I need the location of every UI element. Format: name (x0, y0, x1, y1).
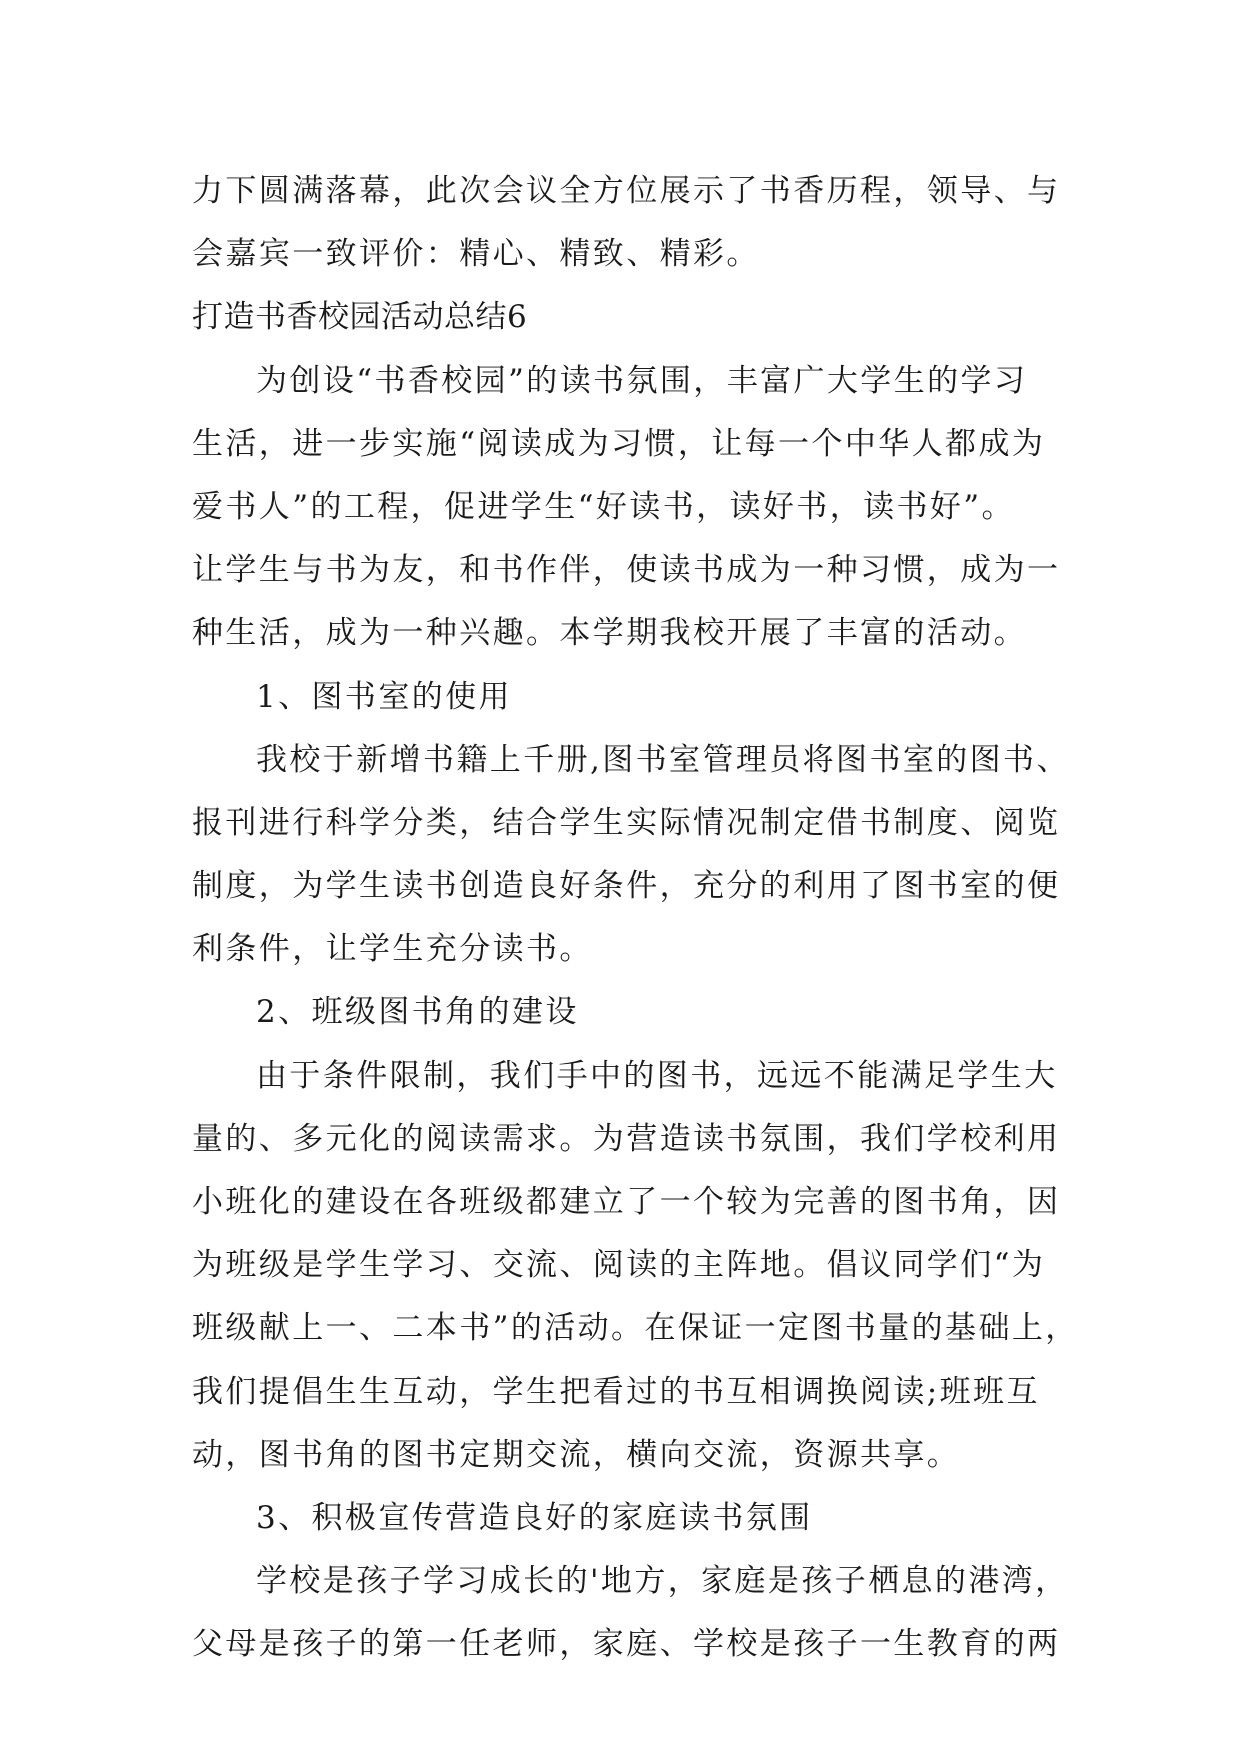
body-line: 小班化的建设在各班级都建立了一个较为完善的图书角，因 (192, 1184, 1061, 1220)
body-line: 动，图书角的图书定期交流，横向交流，资源共享。 (192, 1436, 961, 1473)
body-line: 制度，为学生读书创造良好条件，充分的利用了图书室的便 (192, 868, 1061, 905)
body-line: 报刊进行科学分类，结合学生实际情况制定借书制度、阅览 (192, 804, 1061, 841)
body-line: 父母是孩子的第一任老师，家庭、学校是孩子一生教育的两 (192, 1626, 1061, 1663)
body-line: 让学生与书为友，和书作伴，使读书成为一种习惯，成为一 (192, 552, 1061, 589)
subheading: 1、图书室的使用 (256, 678, 512, 715)
paragraph-start: 学校是孩子学习成长的'地方，家庭是孩子栖息的港湾， (256, 1563, 1069, 1600)
body-line: 爱书人”的工程，促进学生“好读书，读好书，读书好”。 (192, 488, 1015, 525)
paragraph-start: 为创设“书香校园”的读书氛围，丰富广大学生的学习 (256, 362, 1028, 399)
paragraph-start: 我校于新增书籍上千册,图书室管理员将图书室的图书、 (256, 741, 1070, 778)
body-line: 我们提倡生生互动，学生把看过的书互相调换阅读;班班互 (192, 1373, 1040, 1410)
document-body (192, 160, 1079, 1677)
body-line: 种生活，成为一种兴趣。本学期我校开展了丰富的活动。 (192, 615, 1027, 652)
body-line: 利条件，让学生充分读书。 (192, 931, 593, 968)
subheading: 3、积极宣传营造良好的家庭读书氛围 (256, 1499, 813, 1536)
subheading: 2、班级图书角的建设 (256, 994, 579, 1031)
section-title: 打造书香校园活动总结6 (192, 299, 528, 336)
body-line: 量的、多元化的阅读需求。为营造读书氛围，我们学校利用 (192, 1120, 1061, 1157)
body-line: 力下圆满落幕，此次会议全方位展示了书香历程，领导、与 (192, 173, 1061, 209)
body-line: 生活，进一步实施“阅读成为习惯，让每一个中华人都成为 (192, 425, 1046, 462)
paragraph-start: 由于条件限制，我们手中的图书，远远不能满足学生大 (256, 1057, 1058, 1094)
body-line: 会嘉宾一致评价：精心、精致、精彩。 (192, 236, 760, 273)
body-line: 班级献上一、二本书”的活动。在保证一定图书量的基础上， (192, 1310, 1079, 1347)
body-line: 为班级是学生学习、交流、阅读的主阵地。倡议同学们“为 (192, 1247, 1046, 1284)
